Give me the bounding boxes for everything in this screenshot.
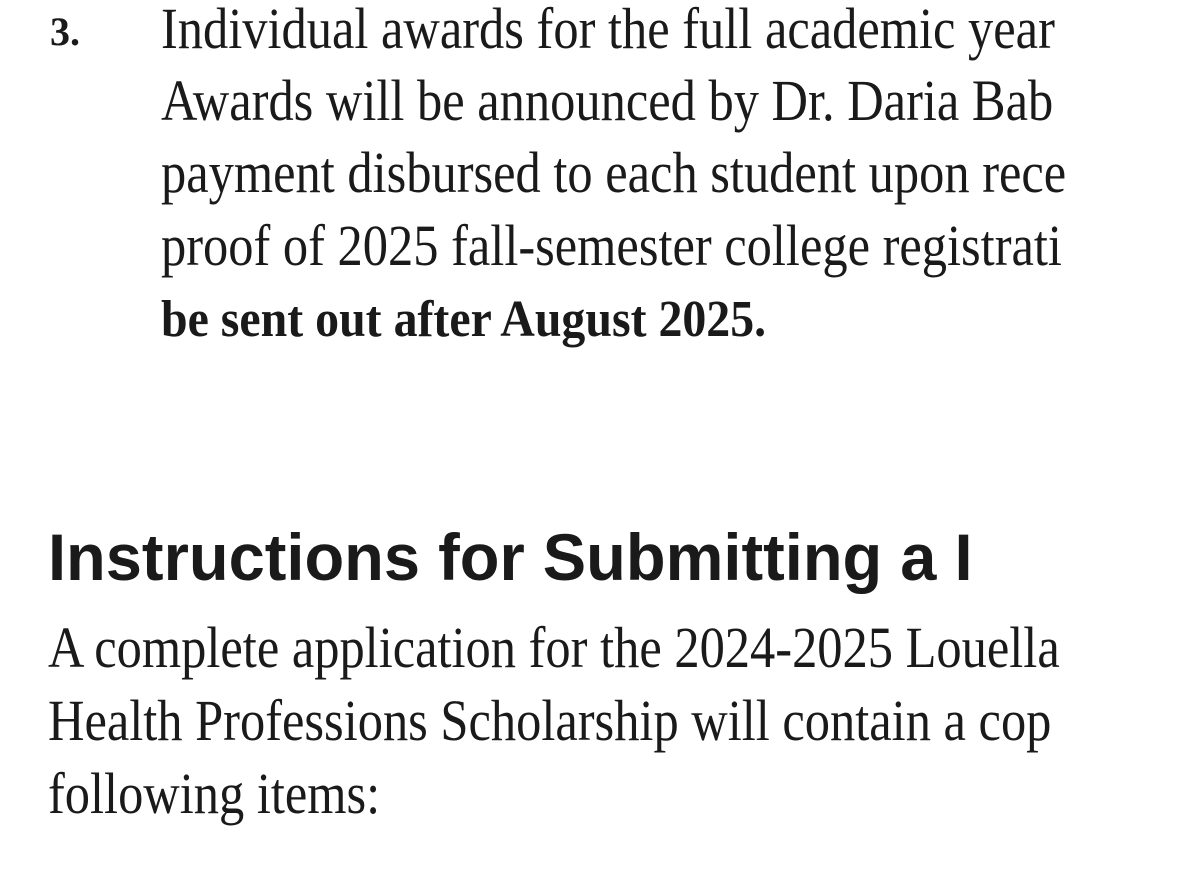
paragraph-line-3: following items: <box>48 761 381 826</box>
paragraph-line-1: A complete application for the 2024-2025 Louella <box>48 615 1060 680</box>
item-line-5-bold: be sent out after August 2025. <box>161 291 767 348</box>
section-heading: Instructions for Submitting a I <box>48 520 973 594</box>
item-line-3: payment disbursed to each student upon rece <box>161 140 1067 205</box>
paragraph-line-2: Health Professions Scholarship will contain a cop <box>48 688 1052 753</box>
item-line-1: Individual awards for the full academic year <box>161 0 1055 61</box>
item-line-4: proof of 2025 fall-semester college registrati <box>161 213 1062 278</box>
item-number: 3. <box>50 9 80 54</box>
item-line-2: Awards will be announced by Dr. Daria Bab <box>161 68 1054 133</box>
